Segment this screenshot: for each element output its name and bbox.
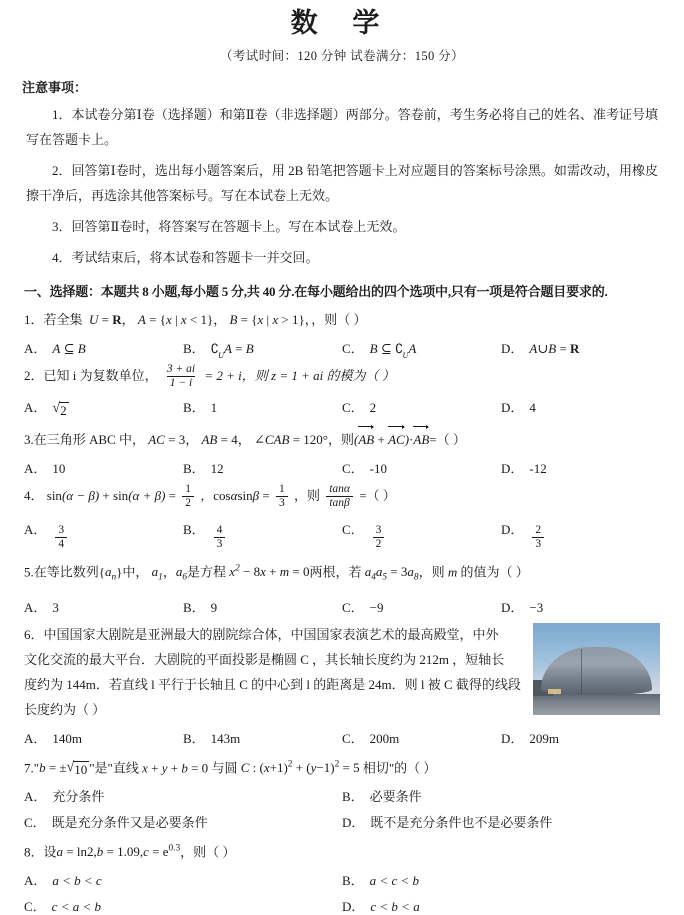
q8-lead: 设 (43, 844, 57, 860)
option-c-label: C． (342, 399, 364, 415)
q1-number: 1． (24, 312, 44, 327)
q5-equation: $x^2 - 8x + m = 0$ (229, 563, 310, 580)
option-a-label: A． (24, 399, 47, 415)
q1-lead: 若全集 (43, 312, 83, 327)
q8-values: $a = \ln 2,b = 1.09,c = e^{0.3}$ (56, 844, 181, 860)
option-d-text: c < b < a (370, 899, 420, 915)
option-c-text: 200m (369, 730, 400, 746)
option-c[interactable] (24, 896, 342, 915)
question-2 (24, 364, 660, 419)
notice-item: 1．本试卷分第Ⅰ卷（选择题）和第Ⅱ卷（非选择题）两部分。答卷前，考生务必将自己的姓名、准考证号填写在答题卡上。 (26, 107, 658, 147)
option-b[interactable] (183, 728, 342, 747)
option-d[interactable] (501, 728, 660, 747)
q2-numerator: 3 + ai (166, 363, 196, 376)
q3-expr: (AB + AC)·AB (354, 432, 429, 447)
question-8-options-row-1 (24, 870, 660, 889)
option-a[interactable] (24, 728, 183, 747)
option-a[interactable] (24, 338, 183, 357)
option-b-label: B． (183, 599, 205, 615)
option-d[interactable] (501, 458, 660, 477)
question-7-options-row-1 (24, 786, 660, 805)
q7-number: 7. (24, 760, 34, 776)
option-c-label: C． (24, 815, 46, 831)
q7-with: 与圆 (208, 760, 241, 776)
question-1-options (24, 338, 660, 360)
option-c[interactable] (24, 812, 342, 831)
option-c-label: C． (342, 522, 364, 538)
option-a-label: A． (24, 730, 47, 746)
option-c[interactable] (342, 728, 501, 747)
q4-expr-c: ，则 (293, 488, 320, 504)
question-5 (24, 558, 660, 616)
question-6-stem (24, 623, 524, 646)
option-b[interactable] (183, 338, 342, 360)
q5-tail: 则 m 的值为（ ） (431, 564, 529, 580)
question-1 (24, 308, 660, 360)
option-c-label: C． (342, 599, 364, 615)
q5-terms: $a_1$ (151, 564, 163, 583)
option-d-label: D． (342, 815, 365, 831)
option-b-label: B． (342, 789, 364, 805)
q3-then: 则 (340, 432, 354, 448)
q4-number: 4． (24, 488, 44, 504)
q5-roots: 两根，若 (309, 564, 362, 580)
exam-subtitle: （考试时间：120 分钟 试卷满分：150 分） (220, 49, 464, 63)
question-8-stem (24, 838, 660, 863)
q3-angle: ∠CAB = 120° (253, 432, 328, 448)
q7-tail: 相切"的（ ） (359, 760, 437, 776)
q4-frac-2 (276, 483, 288, 509)
q2-lead: 已知 i 为复数单位， (43, 368, 158, 383)
option-b[interactable] (183, 519, 342, 551)
option-a-text: $\frac{3}{4}$ (55, 524, 67, 550)
option-c-label: C． (342, 341, 364, 356)
option-c-text: B ⊆ ∁ U A (369, 341, 417, 360)
option-a-text: a < b < c (52, 873, 102, 889)
option-c-text: 既是充分条件又是必要条件 (51, 815, 208, 831)
question-3-stem: 3.在三角形 ABC 中， AC = 3， AB = 4， ∠CAB = 120°，则(AB + AC)·AB=（ ） (24, 426, 660, 451)
question-4 (24, 484, 660, 551)
option-b[interactable] (342, 786, 660, 805)
question-6-options (24, 728, 660, 747)
q7-quote-open: " (33, 760, 40, 776)
q5-lead: 在等比数列$\{a_n\}$中， (33, 564, 149, 583)
option-a-label: A． (24, 341, 47, 356)
option-b-label: B． (183, 730, 205, 746)
q1-set-a: A = {x | x < 1} (137, 312, 214, 327)
notice-heading: 注意事项： (22, 80, 88, 95)
option-a-text: √ 2 (52, 400, 67, 418)
option-c-label: C． (342, 730, 364, 746)
q2-fraction (164, 363, 198, 389)
option-d-text: 209m (529, 730, 560, 746)
question-3 (24, 426, 660, 477)
q3-ac: AC = 3 (148, 432, 186, 448)
q7-line-eq: x + y + b = 0 (142, 760, 209, 776)
option-b-label: B． (183, 522, 205, 538)
q8-number: 8． (24, 844, 44, 860)
option-d-text: 4 (529, 399, 536, 415)
q8-tail: ，则（ ） (180, 844, 236, 860)
option-c-text: -10 (369, 461, 388, 477)
option-c-text: $\frac{3}{2}$ (373, 524, 385, 550)
question-2-options (24, 397, 660, 419)
option-d-label: D． (501, 599, 524, 615)
q7-b-value: b = ± √ 10 (39, 759, 88, 777)
option-b-label: B． (183, 461, 205, 477)
q5-cond: $a_4a_5 = 3a_8$ (364, 564, 419, 583)
option-a[interactable] (24, 870, 342, 889)
section-heading: 一、选择题：本题共 8 小题,每小题 5 分,共 40 分.在每小题给出的四个选项中,只有一项是符合题目要求的. (24, 284, 608, 299)
option-b-text: $\frac{4}{3}$ (214, 524, 226, 550)
light-glow (548, 689, 561, 694)
q5-number: 5. (24, 564, 34, 580)
option-c[interactable] (342, 397, 501, 419)
notice-item: 4．考试结束后，将本试卷和答题卡一并交回。 (52, 250, 319, 265)
question-1-stem: 1．若全集 U = R， A = {x | x < 1}， B = {x | x > 1}，，则（ ） (24, 312, 367, 327)
option-a-label: A． (24, 599, 47, 615)
notice-item: 3．回答第Ⅱ卷时，将答案写在答题卡上。写在本试卷上无效。 (52, 219, 406, 234)
question-7-options-row-2 (24, 812, 660, 831)
option-a-text: A ⊆ B (52, 341, 86, 356)
option-b[interactable] (183, 458, 342, 477)
q6-line-3-row (24, 673, 524, 696)
option-a[interactable] (24, 397, 183, 419)
option-a[interactable] (24, 458, 183, 477)
option-d[interactable] (342, 896, 660, 915)
option-b[interactable] (183, 597, 342, 616)
q1-set-u: U = R (85, 312, 122, 327)
option-b-label: B． (183, 399, 205, 415)
q7-mid: "是"直线 (89, 760, 143, 776)
option-b-text: a < c < b (369, 873, 419, 889)
q7-circle-eq: C : $(x+1)^2 + (y-1)^2 = 5$ (240, 759, 360, 776)
page-title: 数 学 (290, 8, 394, 38)
q6-line-2-row (24, 648, 524, 671)
option-a-text: 140m (52, 730, 83, 746)
question-6 (24, 623, 660, 747)
option-d-text: -12 (529, 461, 547, 477)
option-c-label: C． (24, 899, 46, 915)
q4-frac-3 (326, 483, 353, 509)
option-d-label: D． (501, 341, 524, 356)
option-d-label: D． (501, 399, 524, 415)
option-b-text: 143m (210, 730, 241, 746)
option-a-label: A． (24, 522, 47, 538)
q6-line-1: 中国国家大剧院是亚洲最大的剧院综合体，中国国家表演艺术的最高殿堂，中外 (43, 626, 499, 642)
q4-frac2-den: 3 (276, 496, 288, 509)
q4-frac1-num: 1 (185, 483, 192, 496)
option-d-label: D． (501, 522, 524, 538)
option-d-text: $\frac{2}{3}$ (532, 524, 544, 550)
question-7 (24, 754, 660, 831)
q6-number: 6． (24, 626, 44, 642)
option-c-text: 2 (369, 399, 377, 415)
question-4-stem (24, 484, 660, 510)
option-d[interactable] (501, 338, 660, 357)
option-c-label: C． (342, 461, 364, 477)
question-4-options (24, 519, 660, 551)
option-c[interactable] (342, 458, 501, 477)
q4-frac3-num: tanα (329, 483, 350, 496)
q1-tail: ，则（ ） (311, 312, 367, 327)
option-b-text: 12 (210, 461, 224, 477)
option-a-text: 充分条件 (52, 789, 105, 805)
option-b-text: 9 (210, 599, 218, 615)
q6-line-4: 长度约为（ ） (24, 701, 106, 717)
q4-frac3-den: tanβ (326, 496, 352, 509)
option-a-label: A． (24, 873, 47, 889)
question-5-options (24, 597, 660, 616)
q4-tail: =（ ） (359, 488, 396, 504)
option-d-text: A∪B = R (529, 341, 580, 356)
option-b[interactable] (183, 397, 342, 419)
water-foreground (533, 694, 660, 715)
q3-lead: 在三角形 ABC 中， (33, 432, 145, 448)
option-a-label: A． (24, 461, 47, 477)
option-d[interactable] (342, 812, 660, 831)
notice-item: 2．回答第Ⅰ卷时，选出每小题答案后，用 2B 铅笔把答题卡上对应题目的答案标号涂黑。如需改动，用橡皮擦干净后，再选涂其他答案标号。写在本试卷上无效。 (26, 163, 658, 203)
option-c-text: c < a < b (51, 899, 101, 915)
option-d[interactable] (501, 397, 660, 419)
option-b[interactable] (342, 870, 660, 889)
question-8 (24, 838, 660, 915)
option-d[interactable] (501, 519, 660, 551)
q2-tail: = 2 + i，则 z = 1 + ai 的模为（ ） (204, 368, 395, 383)
q4-frac-1 (182, 483, 194, 509)
option-d-text: −3 (529, 599, 544, 615)
q4-frac1-den: 2 (182, 496, 194, 509)
option-a-label: A． (24, 789, 47, 805)
option-d-label: D． (342, 899, 365, 915)
option-b-text: ∁ U A = B (210, 341, 254, 360)
option-c[interactable] (342, 338, 501, 360)
option-b-label: B． (342, 873, 364, 889)
option-d-label: D． (501, 461, 524, 477)
option-d-label: D． (501, 730, 524, 746)
q2-number: 2． (24, 368, 44, 383)
question-8-options-row-2 (24, 896, 660, 915)
q5-mid: 是方程 (187, 564, 227, 580)
q6-line-3: 度约为 144m．若直线 l 平行于长轴且 C 的中心到 l 的距离是 24m．则 l 被 C 截得的线段 (24, 676, 521, 692)
option-a[interactable] (24, 786, 342, 805)
option-a-text: 10 (52, 461, 66, 477)
question-5-stem: 5.在等比数列$\{a_n\}$中， $a_1$，$a_6$是方程 $x^2 - 8x + m = 0$两根，若 $a_4a_5 = 3a_8$，则 m 的值为（ ） (24, 563, 529, 583)
q4-expr-b: ，cosαsinβ = (200, 488, 273, 504)
option-c-text: −9 (369, 599, 384, 615)
q5-terms-2: $a_6$ (175, 564, 188, 583)
option-d-text: 既不是充分条件也不是必要条件 (370, 815, 553, 831)
option-d[interactable] (501, 597, 660, 616)
q3-number: 3. (24, 432, 34, 448)
option-a-text: 3 (52, 599, 59, 615)
question-3-options (24, 458, 660, 477)
option-c[interactable] (342, 519, 501, 551)
q4-expr-a: sin(α − β) + sin(α + β) = (46, 488, 180, 504)
q3-tail: =（ ） (429, 432, 466, 448)
question-2-stem (24, 364, 660, 390)
national-centre-performing-arts-photo (533, 623, 660, 715)
option-c[interactable] (342, 597, 501, 616)
option-a[interactable] (24, 597, 183, 616)
option-a[interactable] (24, 519, 183, 551)
question-7-stem (24, 754, 660, 779)
q1-set-b: B = {x | x > 1} (229, 312, 305, 327)
q4-frac2-num: 1 (278, 483, 285, 496)
option-b-text: 1 (210, 399, 218, 415)
q6-line-2: 文化交流的最大平台．大剧院的平面投影是椭圆 C ，其长轴长度约为 212m ，短轴长 (24, 651, 505, 667)
option-b-text: 必要条件 (369, 789, 422, 805)
q3-ab: AB = 4 (201, 432, 238, 448)
q2-denominator: 1 − i (167, 376, 195, 389)
option-b-label: B． (183, 341, 205, 356)
